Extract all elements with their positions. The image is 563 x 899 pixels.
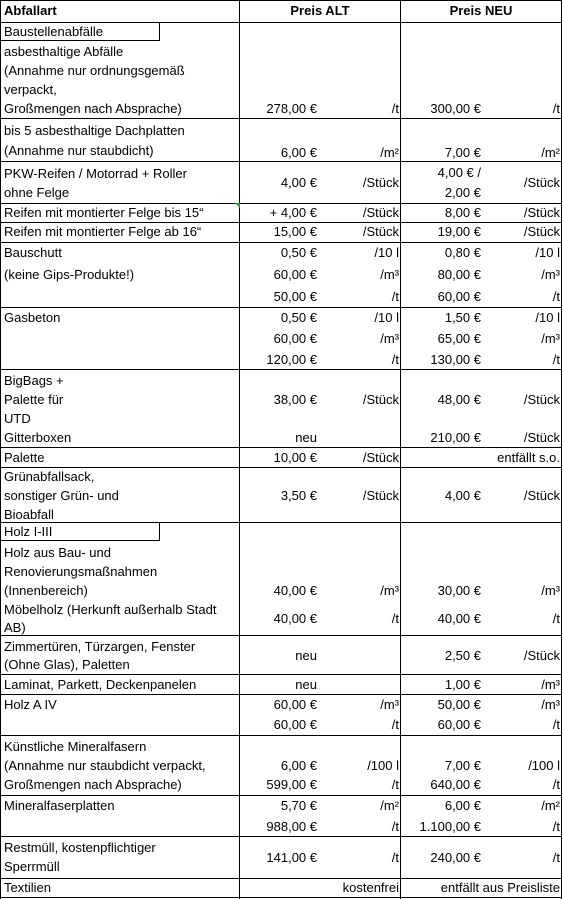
old-price: 60,00 € [273,331,317,346]
row-label-line: BigBags + [4,373,64,388]
old-price: 60,00 € [273,697,317,712]
new-price: 4,00 € [444,488,481,503]
row-label-line: Sperrmüll [4,859,60,874]
old-price: 5,70 € [280,798,317,813]
old-price: 6,00 € [280,145,317,160]
new-unit: /m² [541,145,560,160]
row-label-line: (Ohne Glas), Paletten [4,657,130,672]
row-label-line: Renovierungsmaßnahmen [4,564,158,579]
old-unit: /10 l [374,310,399,325]
old-price: 599,00 € [266,777,317,792]
new-price: 640,00 € [430,777,481,792]
new-price: 7,00 € [444,145,481,160]
new-price: 7,00 € [444,758,481,773]
row-label-line: bis 5 asbesthaltige Dachplatten [4,123,185,138]
old-price: 988,00 € [266,819,317,834]
new-unit: /10 l [535,245,560,260]
new-unit: /m³ [541,583,560,598]
row-label-line: Zimmertüren, Türzargen, Fenster [4,639,196,654]
old-unit: /10 l [374,245,399,260]
new-unit: /Stück [523,392,560,407]
old-price: neu [295,430,317,445]
new-price: 2,00 € [444,185,481,200]
old-note: kostenfrei [342,880,399,895]
old-unit: /t [391,850,399,865]
row-label-line: Mineralfaserplatten [4,798,115,813]
new-price: 1,50 € [444,310,481,325]
new-price: 50,00 € [437,697,481,712]
new-unit: /t [552,289,560,304]
row-label-line: Reifen mit montierter Felge bis 15“ [4,205,204,220]
cell-comment-marker [235,203,240,208]
old-unit: /t [391,352,399,367]
new-unit: /Stück [523,648,560,663]
row-divider [0,635,562,636]
row-label-line: AB) [4,620,26,635]
row-label-line: Holz A IV [4,697,57,712]
old-price: 60,00 € [273,717,317,732]
row-label-line: Reifen mit montierter Felge ab 16“ [4,224,202,239]
row-label-line: Laminat, Parkett, Deckenpanelen [4,677,197,692]
table-border-right [561,0,562,899]
header-preis-neu: Preis NEU [449,3,513,18]
new-unit: /Stück [523,205,560,220]
old-price: 0,50 € [280,245,317,260]
old-price: 50,00 € [273,289,317,304]
old-price: 6,00 € [280,758,317,773]
new-price: 30,00 € [437,583,481,598]
row-label-line: Bauschutt [4,245,62,260]
old-unit: /m² [380,145,399,160]
new-price: 4,00 € / [437,165,481,180]
old-unit: /Stück [362,488,399,503]
new-unit: /m² [541,798,560,813]
new-price: 8,00 € [444,205,481,220]
new-price: 1,00 € [444,677,481,692]
old-unit: /100 l [367,758,399,773]
row-label-line: Künstliche Mineralfasern [4,739,147,754]
old-unit: /m³ [380,331,399,346]
old-price: 38,00 € [273,392,317,407]
new-price: 80,00 € [437,267,481,282]
new-unit: /100 l [528,758,560,773]
old-unit: /Stück [362,175,399,190]
row-label-line: ohne Felge [4,185,70,200]
old-unit: /Stück [362,450,399,465]
row-divider [0,735,562,736]
row-label-line: verpackt, [4,82,57,97]
row-label-line: (Annahme nur staubdicht) [4,143,154,158]
new-unit: /m³ [541,697,560,712]
new-unit: /Stück [523,488,560,503]
new-price: 240,00 € [430,850,481,865]
new-unit: /Stück [523,175,560,190]
row-label-line: Großmengen nach Absprache) [4,101,182,116]
new-price: 19,00 € [437,224,481,239]
table-border-bottom [0,897,562,898]
old-price: + 4,00 € [269,205,317,220]
old-unit: /Stück [362,205,399,220]
row-label-line: UTD [4,411,31,426]
new-unit: /t [552,717,560,732]
row-divider [0,118,562,119]
old-unit: /t [391,101,399,116]
old-price: 15,00 € [273,224,317,239]
new-unit: /m³ [541,331,560,346]
row-divider [0,369,562,370]
old-unit: /m² [380,798,399,813]
row-label-line: asbesthaltige Abfälle [4,44,124,59]
row-label-line: (Innenbereich) [4,583,88,598]
new-price: 300,00 € [430,101,481,116]
new-price: 210,00 € [430,430,481,445]
new-note: entfällt aus Preisliste [440,880,560,895]
old-unit: /t [391,717,399,732]
row-label-line: Gitterboxen [4,430,72,445]
new-price: 6,00 € [444,798,481,813]
old-unit: /t [391,777,399,792]
old-unit: /Stück [362,224,399,239]
old-price: 40,00 € [273,583,317,598]
new-unit: /m³ [541,267,560,282]
new-unit: /Stück [523,224,560,239]
new-price: 65,00 € [437,331,481,346]
new-unit: /t [552,777,560,792]
new-unit: /t [552,819,560,834]
row-label-line: Palette für [4,392,64,407]
row-label-line: Möbelholz (Herkunft außerhalb Stadt [4,602,217,617]
row-label-line: PKW-Reifen / Motorrad + Roller [4,166,187,181]
old-price: 3,50 € [280,488,317,503]
old-price: 120,00 € [266,352,317,367]
new-unit: /t [552,352,560,367]
section-label: Baustellenabfälle [4,24,104,39]
row-divider [0,836,562,837]
new-price: 48,00 € [437,392,481,407]
new-unit: /m³ [541,677,560,692]
new-unit: /10 l [535,310,560,325]
row-label-line: Holz aus Bau- und [4,545,111,560]
new-unit: /t [552,850,560,865]
column-divider-2 [400,0,401,899]
table-border-left [0,0,1,899]
row-label-line: Grünabfallsack, [4,469,95,484]
row-label-line: (Annahme nur ordnungsgemäß [4,63,185,78]
header-abfallart: Abfallart [4,3,57,18]
old-price: 141,00 € [266,850,317,865]
old-unit: /m³ [380,697,399,712]
old-price: neu [295,648,317,663]
row-label-line: Restmüll, kostenpflichtiger [4,840,156,855]
new-price: 1.100,00 € [419,819,481,834]
row-label-line: Bioabfall [4,507,54,522]
section-label: Holz I-III [4,524,53,539]
new-note: entfällt s.o. [497,450,560,465]
old-unit: /t [391,611,399,626]
new-unit: /t [552,101,560,116]
row-label-line: (Annahme nur staubdicht verpackt, [4,758,206,773]
old-unit: /t [391,289,399,304]
old-unit: /m³ [380,267,399,282]
old-price: 4,00 € [280,175,317,190]
new-unit: /Stück [523,430,560,445]
new-price: 40,00 € [437,611,481,626]
new-price: 130,00 € [430,352,481,367]
new-price: 60,00 € [437,289,481,304]
old-price: neu [295,677,317,692]
row-label-line: Palette [4,450,45,465]
old-price: 10,00 € [273,450,317,465]
new-price: 0,80 € [444,245,481,260]
old-price: 278,00 € [266,101,317,116]
old-price: 60,00 € [273,267,317,282]
old-unit: /t [391,819,399,834]
new-price: 60,00 € [437,717,481,732]
old-unit: /m³ [380,583,399,598]
row-label-line: (keine Gips-Produkte!) [4,267,135,282]
row-label-line: sonstiger Grün- und [4,488,119,503]
old-unit: /Stück [362,392,399,407]
new-price: 2,50 € [444,648,481,663]
old-price: 40,00 € [273,611,317,626]
row-label-line: Gasbeton [4,310,61,325]
column-divider-1 [239,0,240,899]
row-label-line: Großmengen nach Absprache) [4,777,182,792]
old-price: 0,50 € [280,310,317,325]
row-label-line: Textilien [4,880,51,895]
header-preis-alt: Preis ALT [290,3,350,18]
new-unit: /t [552,611,560,626]
